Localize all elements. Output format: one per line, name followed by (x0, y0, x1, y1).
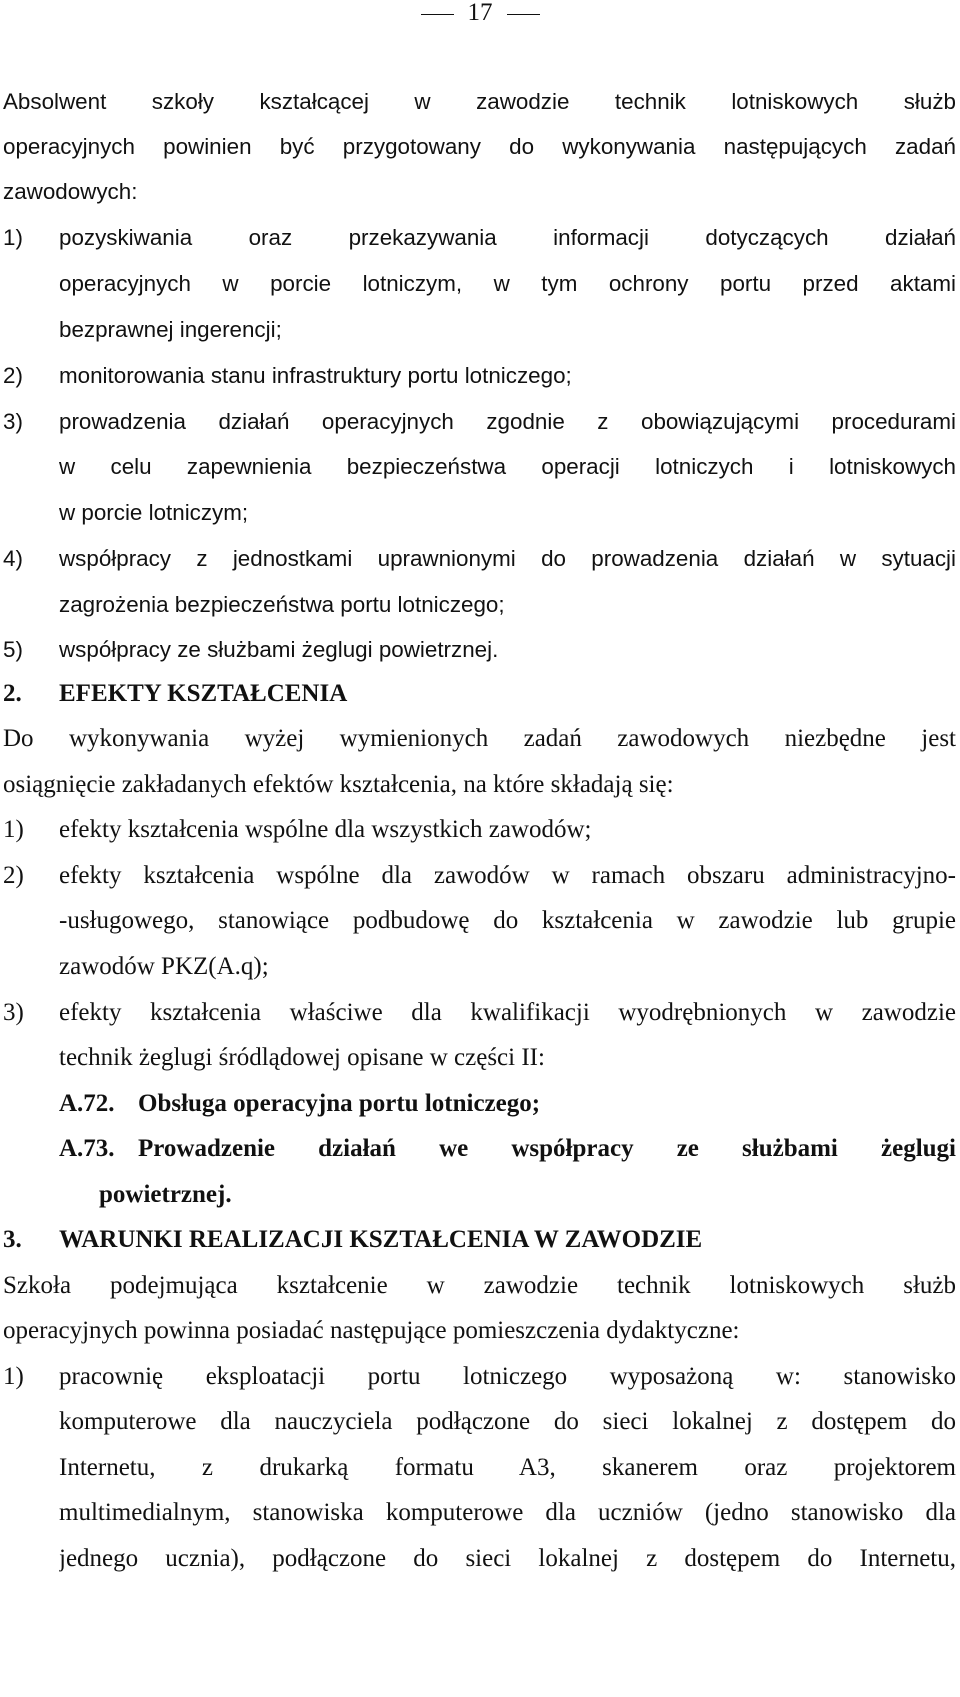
list-item-text: efekty kształcenia wspólne dla zawodów w ramach obszaru administracyjno- (59, 862, 956, 889)
section-2-heading (0, 671, 960, 717)
list-item-text: pracownię eksploatacji portu lotniczego wyposażoną w: stanowisko (59, 1363, 956, 1390)
section-title: WARUNKI REALIZACJI KSZTAŁCENIA W ZAWODZIE (59, 1226, 703, 1253)
list-item-text: prowadzenia działań operacyjnych zgodnie z obowiązującymi procedurami (59, 409, 956, 434)
list-item-text: bezprawnej ingerencji; (59, 317, 282, 342)
list-item-text: multimedialnym, stanowiska komputerowe dla uczniów (jedno stanowisko dla (59, 1499, 956, 1526)
list-item-number: 4) (3, 546, 23, 571)
list-item-number: 1) (3, 1363, 24, 1390)
section-2-intro-line: osiągnięcie zakładanych efektów kształcenia, na które składają się: (3, 771, 674, 798)
intro-line-3: zawodowych: (3, 179, 138, 204)
list-item-text: współpracy z jednostkami uprawnionymi do prowadzenia działań w sytuacji (59, 546, 956, 571)
qualification-title: Obsługa operacyjna portu lotniczego; (138, 1090, 541, 1117)
section-title: EFEKTY KSZTAŁCENIA (59, 680, 348, 707)
page-number-dash-right (507, 14, 540, 15)
qualification-code: A.73. (59, 1135, 115, 1162)
list-item-number: 3) (3, 409, 23, 434)
list-item-text: efekty kształcenia wspólne dla wszystkich zawodów; (59, 816, 592, 843)
list-item-text: współpracy ze służbami żeglugi powietrznej. (59, 637, 499, 662)
section-3-intro-line: Szkoła podejmująca kształcenie w zawodzie technik lotniskowych służb (3, 1272, 956, 1299)
list-item-text: komputerowe dla nauczyciela podłączone do sieci lokalnej z dostępem do (59, 1408, 956, 1435)
list-item-text: operacyjnych w porcie lotniczym, w tym ochrony portu przed aktami (59, 271, 956, 296)
page-number (0, 0, 960, 25)
list-item-text: technik żeglugi śródlądowej opisane w części II: (59, 1044, 545, 1071)
list-item-text: Internetu, z drukarką formatu A3, skanerem oraz projektorem (59, 1454, 956, 1481)
intro-line-1: Absolwent szkoły kształcącej w zawodzie technik lotniskowych służb (3, 89, 956, 114)
list-item-number: 1) (3, 816, 24, 843)
qualification-title: powietrznej. (99, 1181, 232, 1208)
list-item-number: 5) (3, 637, 23, 662)
list-item-text: pozyskiwania oraz przekazywania informacji dotyczących działań (59, 225, 956, 250)
list-item-text: zawodów PKZ(A.q); (59, 953, 269, 980)
list-item-text: efekty kształcenia właściwe dla kwalifikacji wyodrębnionych w zawodzie (59, 999, 956, 1026)
list-item-number: 1) (3, 225, 23, 250)
section-3-intro-line: operacyjnych powinna posiadać następujące pomieszczenia dydaktyczne: (3, 1317, 740, 1344)
qualification-code: A.72. (59, 1090, 115, 1117)
section-number: 2. (3, 680, 22, 707)
section-3-heading (0, 1217, 960, 1263)
list-item-text: -usługowego, stanowiące podbudowę do kształcenia w zawodzie lub grupie (59, 907, 956, 934)
list-item-text: w celu zapewnienia bezpieczeństwa operacji lotniczych i lotniskowych (59, 454, 956, 479)
intro-line-2: operacyjnych powinien być przygotowany do wykonywania następujących zadań (3, 134, 956, 159)
list-item-text: jednego ucznia), podłączone do sieci lokalnej z dostępem do Internetu, (59, 1545, 956, 1572)
list-item-number: 2) (3, 862, 24, 889)
list-item-text: monitorowania stanu infrastruktury portu lotniczego; (59, 363, 572, 388)
section-number: 3. (3, 1226, 22, 1253)
qualification-title: Prowadzenie działań we współpracy ze służbami żeglugi (138, 1135, 956, 1162)
section-2-intro-line: Do wykonywania wyżej wymienionych zadań zawodowych niezbędne jest (3, 725, 956, 752)
list-item-number: 2) (3, 363, 23, 388)
page-number-dash-left (421, 14, 454, 15)
list-item-text: zagrożenia bezpieczeństwa portu lotniczego; (59, 592, 505, 617)
list-item-number: 3) (3, 999, 24, 1026)
page-number-text: 17 (467, 0, 493, 26)
list-item-text: w porcie lotniczym; (59, 500, 249, 525)
